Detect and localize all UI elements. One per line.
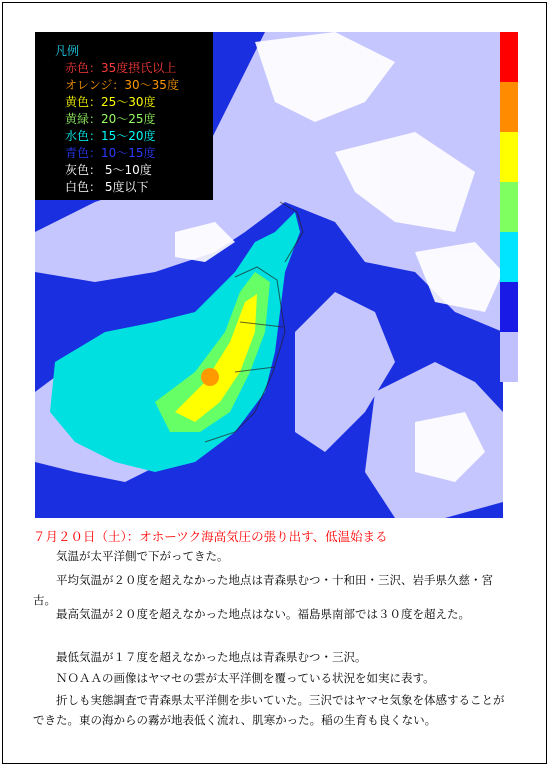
legend-title: 凡例 (55, 44, 80, 58)
legend-item-white: 白色： 5度以下 (65, 180, 149, 194)
scale-swatch (500, 182, 518, 232)
scale-swatch (500, 132, 518, 182)
legend-item-red: 赤色：35度摂氏以上 (65, 61, 177, 75)
scale-swatch (500, 82, 518, 132)
article-paragraph: ＮＯＡＡの画像はヤマセの雲が太平洋側を覆っている状況を如実に表す。 (56, 671, 435, 685)
legend-item-orange: オレンジ：30〜35度 (65, 78, 179, 92)
scale-swatch (500, 32, 518, 82)
legend-box (35, 32, 213, 200)
legend-item-blue: 青色：10〜15度 (65, 146, 156, 160)
legend-item-gray: 灰色： 5〜10度 (65, 163, 152, 177)
article-paragraph: 最高気温が２０度を超えなかった地点はない。福島県南部では３０度を超えた。 (56, 607, 470, 621)
scale-swatch (500, 232, 518, 282)
legend-item-yellowgreen: 黄緑：20〜25度 (65, 112, 156, 126)
legend-item-yellow: 黄色：25〜30度 (65, 95, 156, 109)
scale-swatch (500, 332, 518, 382)
article-paragraph: 折しも実態調査で青森県太平洋側を歩いていた。三沢ではヤマセ気象を体感することができた。東の海からの霧が地表低く流れ、肌寒かった。稲の生育も良くない。 (33, 693, 505, 727)
scale-swatch (500, 282, 518, 332)
article-heading: ７月２０日（土）：オホーツク海高気圧の張り出す、低温始まる (33, 529, 388, 544)
article-paragraph: 平均気温が２０度を超えなかった地点は青森県むつ・十和田・三沢、岩手県久慈・宮古。 (33, 573, 493, 607)
article-paragraph: 最低気温が１７度を超えなかった地点は青森県むつ・三沢。 (56, 650, 367, 664)
article-paragraph: 気温が太平洋側で下がってきた。 (56, 549, 229, 563)
color-scale-bar (500, 32, 518, 376)
legend-item-lightblue: 水色：15〜20度 (65, 129, 156, 143)
